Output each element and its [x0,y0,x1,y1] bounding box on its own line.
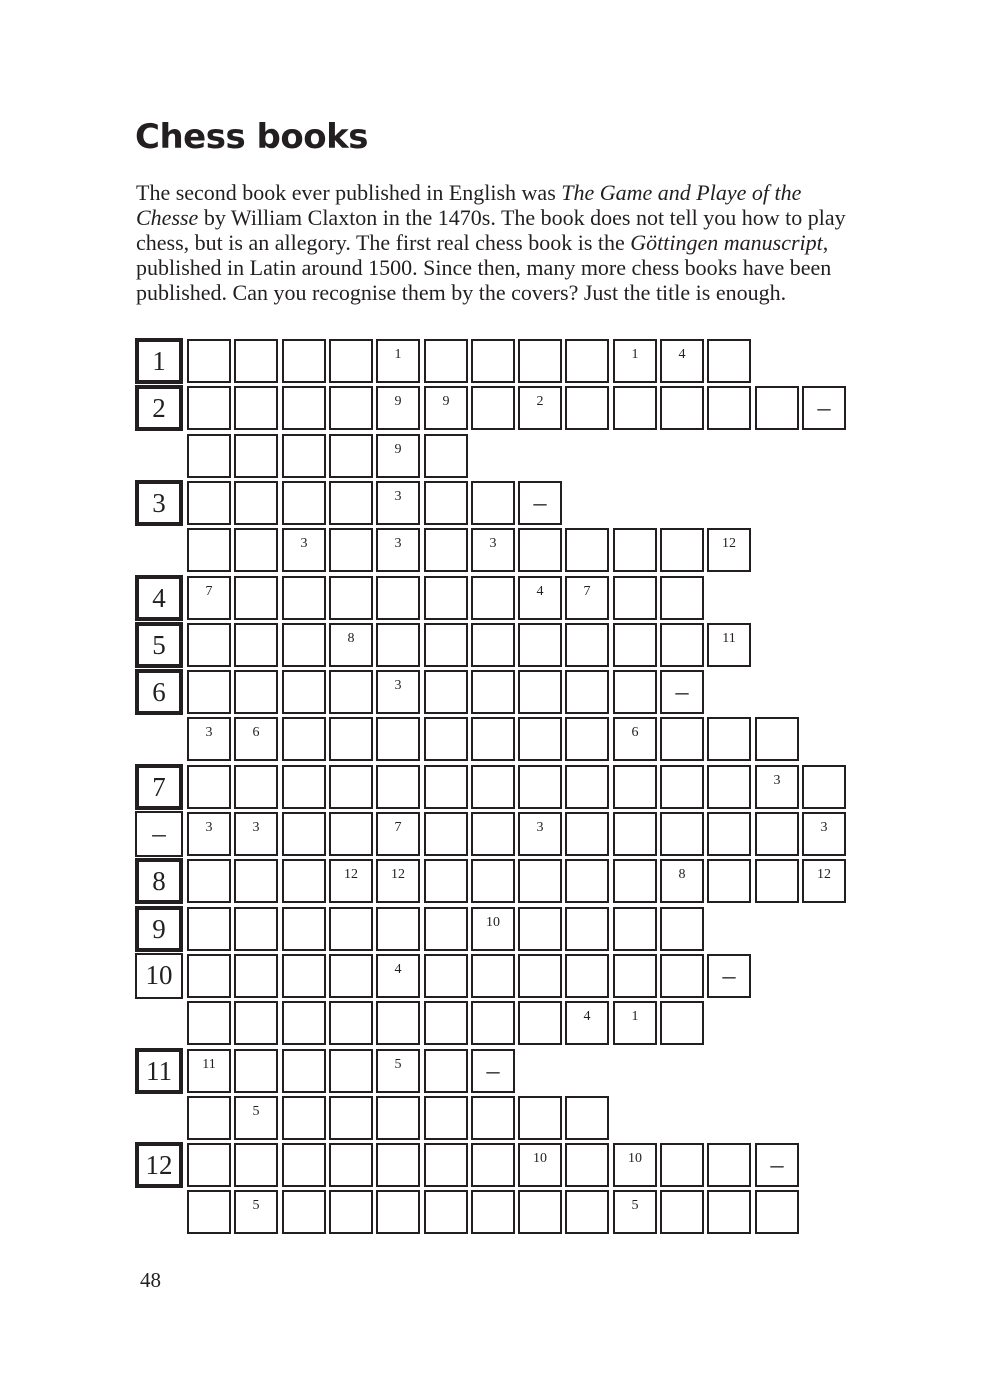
letter-box[interactable] [565,386,609,430]
letter-box[interactable] [187,859,231,903]
letter-box[interactable] [471,481,515,525]
letter-hint-number: 9 [442,394,450,409]
letter-box[interactable] [565,765,609,809]
letter-box[interactable] [187,765,231,809]
letter-box[interactable] [187,576,231,620]
letter-box[interactable] [707,1190,751,1234]
letter-box[interactable] [613,1143,657,1187]
letter-box[interactable] [282,859,326,903]
page-title: Chess books [135,117,368,157]
letter-box[interactable] [471,717,515,761]
letter-box[interactable] [755,859,799,903]
letter-box[interactable] [329,576,373,620]
clue-number: 7 [135,764,183,810]
letter-box[interactable] [471,1190,515,1234]
letter-hint-number: 3 [820,820,828,835]
letter-box[interactable] [282,623,326,667]
letter-box[interactable] [755,812,799,856]
letter-hint-number: 3 [773,773,781,788]
letter-box[interactable] [565,859,609,903]
letter-box[interactable] [376,386,420,430]
letter-hint-number: 5 [631,1198,639,1213]
letter-box[interactable] [471,670,515,714]
letter-box[interactable] [755,1143,799,1187]
letter-box[interactable] [755,765,799,809]
letter-hint-number: 7 [205,584,213,599]
letter-box[interactable] [282,528,326,572]
letter-box[interactable] [660,954,704,998]
letter-box[interactable] [660,528,704,572]
letter-hint-number: 3 [489,536,497,551]
letter-box[interactable] [329,859,373,903]
clue-number: 6 [135,669,183,715]
letter-box[interactable] [282,765,326,809]
letter-box[interactable] [660,623,704,667]
letter-box[interactable] [565,1143,609,1187]
letter-box[interactable] [802,386,846,430]
letter-box[interactable] [329,623,373,667]
letter-box[interactable] [376,907,420,951]
letter-box[interactable] [187,1049,231,1093]
letter-box[interactable] [471,1096,515,1140]
letter-box[interactable] [329,717,373,761]
letter-box[interactable] [518,623,562,667]
letter-box[interactable] [376,576,420,620]
letter-box[interactable] [707,859,751,903]
letter-box[interactable] [234,339,278,383]
letter-box[interactable] [660,1143,704,1187]
letter-box[interactable] [471,1001,515,1045]
letter-box[interactable] [518,670,562,714]
letter-box[interactable] [234,1096,278,1140]
letter-box[interactable] [282,670,326,714]
letter-box[interactable] [613,1190,657,1234]
letter-box[interactable] [660,1001,704,1045]
letter-box[interactable] [329,1096,373,1140]
letter-box[interactable] [613,765,657,809]
letter-box[interactable] [755,386,799,430]
letter-box[interactable] [424,434,468,478]
letter-hint-number: 4 [583,1009,591,1024]
letter-box[interactable] [518,859,562,903]
clue-number: 2 [135,385,183,431]
letter-box[interactable] [234,1143,278,1187]
letter-box[interactable] [802,812,846,856]
letter-hint-number: 3 [205,820,213,835]
letter-box[interactable] [329,1049,373,1093]
letter-box[interactable] [613,576,657,620]
letter-box[interactable] [755,717,799,761]
letter-box[interactable] [565,907,609,951]
letter-box[interactable] [282,907,326,951]
letter-hint-number: 1 [631,347,639,362]
letter-box[interactable] [471,812,515,856]
letter-box[interactable] [376,1096,420,1140]
hyphen-mark: – [770,1150,784,1179]
letter-box[interactable] [518,812,562,856]
letter-box[interactable] [660,386,704,430]
hyphen-mark: – [486,1056,500,1085]
letter-box[interactable] [518,907,562,951]
letter-hint-number: 3 [205,725,213,740]
letter-box[interactable] [565,717,609,761]
letter-box[interactable] [234,481,278,525]
letter-box[interactable] [376,1143,420,1187]
letter-box[interactable] [424,481,468,525]
letter-box[interactable] [707,339,751,383]
letter-box[interactable] [282,717,326,761]
letter-box[interactable] [471,859,515,903]
letter-box[interactable] [424,1190,468,1234]
letter-box[interactable] [329,907,373,951]
letter-box[interactable] [613,670,657,714]
letter-box[interactable] [234,765,278,809]
clue-number: 10 [135,953,183,999]
letter-box[interactable] [187,386,231,430]
letter-box[interactable] [234,623,278,667]
letter-box[interactable] [329,670,373,714]
letter-box[interactable] [329,1001,373,1045]
letter-box[interactable] [234,386,278,430]
letter-box[interactable] [187,670,231,714]
letter-box[interactable] [187,434,231,478]
letter-box[interactable] [282,339,326,383]
clue-number: 1 [135,338,183,384]
letter-hint-number: 4 [678,347,686,362]
letter-hint-number: 7 [583,584,591,599]
letter-box[interactable] [187,1190,231,1234]
letter-box[interactable] [565,339,609,383]
page-number: 48 [140,1268,161,1292]
clue-number: 9 [135,906,183,952]
letter-box[interactable] [565,1190,609,1234]
letter-box[interactable] [282,1143,326,1187]
letter-box[interactable] [234,434,278,478]
letter-box[interactable] [565,812,609,856]
letter-hint-number: 12 [722,536,736,551]
letter-box[interactable] [234,717,278,761]
letter-box[interactable] [187,1096,231,1140]
letter-box[interactable] [660,1190,704,1234]
letter-box[interactable] [282,1049,326,1093]
letter-box[interactable] [424,386,468,430]
letter-hint-number: 3 [394,678,402,693]
clue-number: – [135,811,183,857]
letter-box[interactable] [329,339,373,383]
hyphen-mark: – [817,393,831,422]
letter-box[interactable] [707,812,751,856]
letter-hint-number: 2 [536,394,544,409]
letter-box[interactable] [424,765,468,809]
letter-box[interactable] [234,670,278,714]
letter-box[interactable] [565,623,609,667]
letter-box[interactable] [707,765,751,809]
letter-box[interactable] [282,1096,326,1140]
letter-box[interactable] [187,812,231,856]
letter-box[interactable] [613,386,657,430]
clue-number: 4 [135,575,183,621]
letter-box[interactable] [187,481,231,525]
letter-hint-number: 10 [628,1151,642,1166]
letter-box[interactable] [424,717,468,761]
letter-box[interactable] [376,434,420,478]
hyphen-mark: – [675,677,689,706]
letter-box[interactable] [234,859,278,903]
letter-box[interactable] [234,907,278,951]
letter-box[interactable] [613,812,657,856]
letter-hint-number: 11 [722,631,736,646]
letter-hint-number: 5 [252,1104,260,1119]
letter-box[interactable] [518,1096,562,1140]
letter-box[interactable] [424,907,468,951]
letter-box[interactable] [518,1143,562,1187]
letter-box[interactable] [282,1190,326,1234]
letter-box[interactable] [424,1049,468,1093]
letter-box[interactable] [282,386,326,430]
letter-box[interactable] [282,576,326,620]
letter-box[interactable] [518,386,562,430]
letter-box[interactable] [613,339,657,383]
letter-box[interactable] [187,1143,231,1187]
letter-hint-number: 12 [817,867,831,882]
letter-box[interactable] [187,528,231,572]
letter-hint-number: 9 [394,394,402,409]
letter-box[interactable] [707,386,751,430]
letter-box[interactable] [376,859,420,903]
letter-box[interactable] [518,1001,562,1045]
letter-box[interactable] [471,576,515,620]
letter-box[interactable] [187,623,231,667]
letter-box[interactable] [234,954,278,998]
letter-box[interactable] [424,670,468,714]
letter-box[interactable] [660,765,704,809]
book-title-claxton: The Game and Playe of the Chesse [136,180,802,230]
letter-box[interactable] [424,1001,468,1045]
letter-box[interactable] [518,717,562,761]
letter-box[interactable] [755,1190,799,1234]
letter-box[interactable] [187,339,231,383]
letter-box[interactable] [565,576,609,620]
letter-box[interactable] [376,717,420,761]
letter-box[interactable] [376,670,420,714]
letter-box[interactable] [424,954,468,998]
letter-box[interactable] [187,1001,231,1045]
letter-box[interactable] [707,1143,751,1187]
letter-box[interactable] [424,576,468,620]
letter-box[interactable] [565,528,609,572]
hyphen-mark: – [722,961,736,990]
intro-text-2: by William Claxton in the 1470s. The book does not tell you how to play chess, but is an allegory. The first real chess book is the [136,205,846,255]
letter-box[interactable] [518,576,562,620]
letter-box[interactable] [565,954,609,998]
letter-box[interactable] [471,339,515,383]
letter-box[interactable] [565,1001,609,1045]
letter-box[interactable] [471,386,515,430]
letter-box[interactable] [187,954,231,998]
letter-hint-number: 4 [536,584,544,599]
letter-box[interactable] [660,717,704,761]
letter-box[interactable] [707,954,751,998]
book-title-gottingen: Göttingen manuscript [630,230,823,255]
letter-box[interactable] [329,812,373,856]
letter-box[interactable] [471,954,515,998]
letter-box[interactable] [613,717,657,761]
letter-box[interactable] [376,1049,420,1093]
letter-box[interactable] [376,1001,420,1045]
letter-hint-number: 5 [394,1057,402,1072]
letter-box[interactable] [234,1190,278,1234]
letter-box[interactable] [707,717,751,761]
letter-hint-number: 11 [202,1057,216,1072]
letter-box[interactable] [376,812,420,856]
letter-hint-number: 10 [533,1151,547,1166]
letter-box[interactable] [329,528,373,572]
letter-box[interactable] [660,907,704,951]
letter-box[interactable] [329,481,373,525]
letter-hint-number: 3 [394,489,402,504]
letter-box[interactable] [518,528,562,572]
letter-hint-number: 12 [344,867,358,882]
letter-hint-number: 3 [300,536,308,551]
letter-box[interactable] [376,765,420,809]
letter-hint-number: 4 [394,962,402,977]
letter-box[interactable] [471,1143,515,1187]
letter-box[interactable] [424,859,468,903]
letter-box[interactable] [660,339,704,383]
letter-box[interactable] [660,576,704,620]
letter-box[interactable] [518,1190,562,1234]
letter-box[interactable] [282,434,326,478]
letter-box[interactable] [471,623,515,667]
letter-box[interactable] [471,528,515,572]
clue-number: 5 [135,622,183,668]
letter-hint-number: 1 [394,347,402,362]
letter-box[interactable] [518,954,562,998]
letter-box[interactable] [707,623,751,667]
letter-hint-number: 1 [631,1009,639,1024]
letter-box[interactable] [471,907,515,951]
letter-box[interactable] [234,1001,278,1045]
hyphen-mark: – [533,488,547,517]
letter-box[interactable] [329,1143,373,1187]
letter-box[interactable] [424,812,468,856]
letter-box[interactable] [376,954,420,998]
letter-hint-number: 6 [252,725,260,740]
letter-box[interactable] [282,481,326,525]
letter-box[interactable] [187,907,231,951]
letter-box[interactable] [424,1143,468,1187]
intro-text-3: , published in Latin around 1500. Since then, many more chess books have been published. Can you recognise them by the covers? Just the title is enough. [136,230,832,305]
letter-box[interactable] [376,481,420,525]
letter-hint-number: 6 [631,725,639,740]
letter-box[interactable] [660,670,704,714]
letter-box[interactable] [471,765,515,809]
letter-box[interactable] [234,528,278,572]
letter-hint-number: 5 [252,1198,260,1213]
letter-box[interactable] [613,623,657,667]
letter-box[interactable] [613,954,657,998]
letter-hint-number: 10 [486,915,500,930]
letter-box[interactable] [565,1096,609,1140]
letter-hint-number: 8 [347,631,355,646]
letter-box[interactable] [282,1001,326,1045]
clue-number: 11 [135,1048,183,1094]
letter-box[interactable] [234,1049,278,1093]
letter-box[interactable] [187,717,231,761]
letter-box[interactable] [376,528,420,572]
letter-box[interactable] [282,954,326,998]
letter-box[interactable] [282,812,326,856]
letter-box[interactable] [234,576,278,620]
letter-box[interactable] [424,339,468,383]
letter-box[interactable] [518,481,562,525]
letter-box[interactable] [424,623,468,667]
letter-box[interactable] [329,765,373,809]
letter-hint-number: 3 [252,820,260,835]
letter-box[interactable] [329,386,373,430]
letter-box[interactable] [613,528,657,572]
letter-box[interactable] [329,954,373,998]
letter-box[interactable] [660,812,704,856]
letter-box[interactable] [376,623,420,667]
letter-box[interactable] [424,1096,468,1140]
letter-hint-number: 3 [394,536,402,551]
letter-hint-number: 12 [391,867,405,882]
letter-box[interactable] [329,1190,373,1234]
letter-box[interactable] [424,528,468,572]
letter-box[interactable] [802,765,846,809]
letter-box[interactable] [613,907,657,951]
letter-box[interactable] [376,339,420,383]
intro-text-1: The second book ever published in English was [136,180,562,205]
letter-box[interactable] [518,339,562,383]
letter-hint-number: 7 [394,820,402,835]
letter-box[interactable] [234,812,278,856]
letter-box[interactable] [471,1049,515,1093]
letter-box[interactable] [613,859,657,903]
letter-box[interactable] [565,670,609,714]
letter-box[interactable] [376,1190,420,1234]
letter-box[interactable] [660,859,704,903]
letter-box[interactable] [802,859,846,903]
letter-box[interactable] [613,1001,657,1045]
clue-number: 3 [135,480,183,526]
clue-number: 12 [135,1142,183,1188]
letter-box[interactable] [518,765,562,809]
letter-hint-number: 8 [678,867,686,882]
letter-hint-number: 9 [394,442,402,457]
clue-number: 8 [135,858,183,904]
letter-box[interactable] [329,434,373,478]
letter-hint-number: 3 [536,820,544,835]
letter-box[interactable] [707,528,751,572]
